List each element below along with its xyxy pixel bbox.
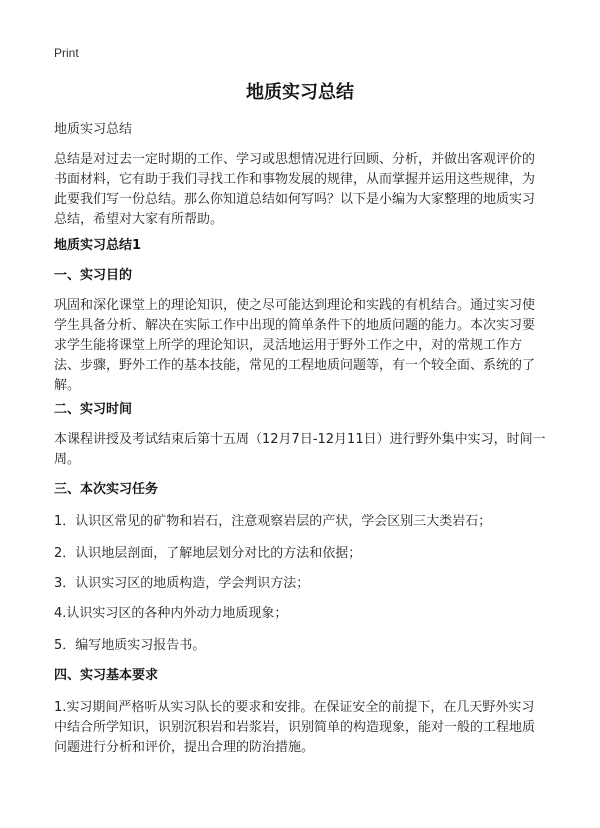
- heading-time: 二、实习时间: [54, 402, 133, 417]
- heading-tasks: 三、本次实习任务: [54, 482, 159, 497]
- intro-subtitle: 地质实习总结: [54, 122, 133, 137]
- task-item: 1．认识区常见的矿物和岩石，注意观察岩层的产状，学会区别三大类岩石；: [54, 514, 492, 529]
- time-paragraph: 本课程讲授及考试结束后第十五周（12月7日-12月11日）进行野外集中实习，时间一周。: [54, 432, 546, 467]
- task-item: 2．认识地层剖面，了解地层划分对比的方法和依据；: [54, 546, 362, 561]
- task-item: 3．认识实习区的地质构造，学会判识方法；: [54, 576, 310, 591]
- print-link[interactable]: Print: [54, 46, 79, 60]
- section-heading-summary-1: 地质实习总结1: [54, 238, 142, 253]
- requirements-paragraph: 1.实习期间严格听从实习队长的要求和安排。在保证安全的前提下，在几天野外实习中结合所学知识，识别沉积岩和岩浆岩，识别简单的构造现象，能对一般的工程地质问题进行分析和评价，提出合理的防治措施。: [54, 700, 536, 755]
- intro-paragraph: 总结是对过去一定时期的工作、学习或思想情况进行回顾、分析，并做出客观评价的书面材料，它有助于我们寻找工作和事物发展的规律，从而掌握并运用这些规律，为此要我们写一份总结。那么你知道总结如何写吗？以下是小编为大家整理的地质实习总结，希望对大家有所帮助。: [54, 152, 536, 227]
- purpose-paragraph: 巩固和深化课堂上的理论知识，使之尽可能达到理论和实践的有机结合。通过实习使学生具备分析、解决在实际工作中出现的简单条件下的地质问题的能力。本次实习要求学生能将课堂上所学的理论知识，灵活地运用于野外工作之中，对的常规工作方法、步骤，野外工作的基本技能，常见的工程地质问题等，有一个较全面、系统的了解。: [54, 298, 536, 393]
- task-item: 5．编写地质实习报告书。: [54, 638, 206, 653]
- page-title: 地质实习总结: [246, 82, 354, 103]
- heading-requirements: 四、实习基本要求: [54, 668, 159, 683]
- heading-purpose: 一、实习目的: [54, 268, 133, 283]
- task-item: 4.认识实习区的各种内外动力地质现象；: [54, 606, 288, 621]
